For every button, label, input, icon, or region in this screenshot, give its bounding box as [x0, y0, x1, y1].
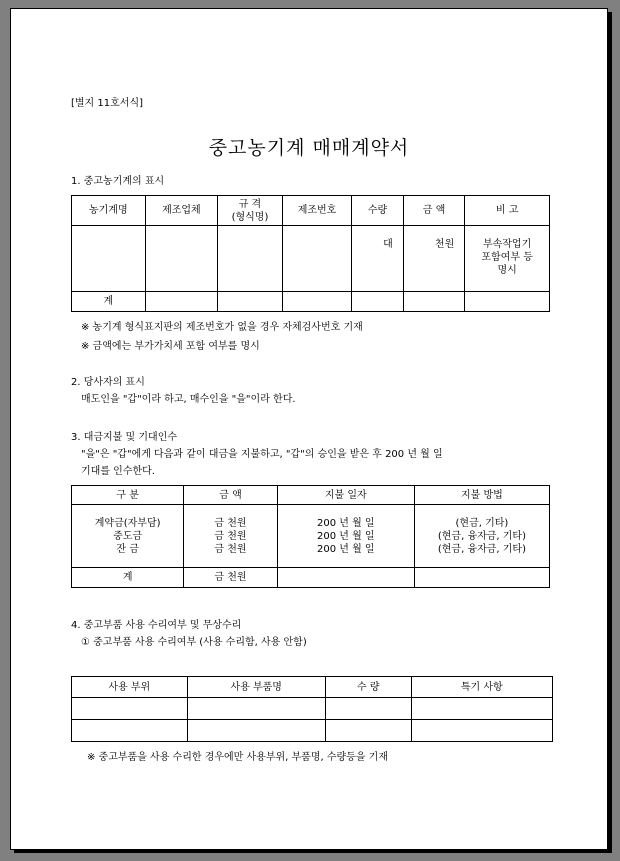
section-4-subheading: ① 중고부품 사용 수리여부 (사용 수리함, 사용 안함): [81, 637, 307, 648]
table-cell: [325, 698, 411, 720]
note-1: ※ 농기계 형식표지판의 제조번호가 없을 경우 자체검사번호 기재: [81, 322, 363, 333]
col-header: 제조업체: [145, 196, 218, 226]
table-cell: [325, 720, 411, 742]
total-label: 계: [72, 292, 146, 312]
payment-dates: 200 년 월 일 200 년 월 일 200 년 월 일: [277, 505, 414, 568]
quantity-unit: 대: [352, 226, 403, 292]
table-cell: [218, 226, 283, 292]
table-row: [72, 505, 550, 568]
col-header: 사용 부품명: [187, 677, 325, 698]
table-cell: [145, 226, 218, 292]
table-cell: [72, 720, 188, 742]
total-row: [72, 568, 550, 588]
col-header: 구 분: [72, 486, 184, 505]
col-header: 제조번호: [282, 196, 352, 226]
note-parts: ※ 중고부품을 사용 수리한 경우에만 사용부위, 부품명, 수량등을 기재: [87, 752, 388, 763]
table-cell: [218, 292, 283, 312]
col-header: 비 고: [465, 196, 550, 226]
table-cell: [187, 720, 325, 742]
col-header: 지불 일자: [277, 486, 414, 505]
payment-types: 계약금(자부담) 중도금 잔 금: [72, 505, 184, 568]
payment-table: [71, 485, 550, 588]
form-number: [별지 11호서식]: [71, 98, 144, 109]
table-cell: [411, 720, 552, 742]
total-row: [72, 292, 550, 312]
col-header: 사용 부위: [72, 677, 188, 698]
section-1-heading: 1. 중고농기계의 표시: [71, 176, 165, 187]
table-cell: [282, 226, 352, 292]
table-cell: [282, 292, 352, 312]
parts-table: [71, 676, 553, 742]
table-header-row: [72, 486, 550, 505]
total-label: 계: [72, 568, 184, 588]
document-page: [10, 8, 608, 850]
payment-methods: (현금, 기타) (현금, 융자금, 기타) (현금, 융자금, 기타): [414, 505, 549, 568]
col-header: 규 격 (형식명): [218, 196, 283, 226]
table-row: [72, 698, 553, 720]
page-shadow-right: [607, 12, 612, 852]
table-header-row: [72, 677, 553, 698]
note-2: ※ 금액에는 부가가치세 포함 여부를 명시: [81, 341, 260, 352]
table-row: [72, 720, 553, 742]
total-amount: 금 천원: [184, 568, 277, 588]
table-row: [72, 226, 550, 292]
table-cell: [352, 292, 403, 312]
page-shadow-bottom: [14, 849, 612, 853]
table-cell: [72, 698, 188, 720]
section-3-heading: 3. 대금지불 및 기대인수: [71, 432, 178, 443]
remarks-note: 부속작업기 포함여부 등 명시: [465, 226, 550, 292]
table-cell: [145, 292, 218, 312]
section-3-body-line-1: "을"은 "갑"에게 다음과 같이 대금을 지불하고, "갑"의 승인을 받은 후 200 년 월 일: [81, 449, 443, 460]
table-cell: [187, 698, 325, 720]
table-cell: [465, 292, 550, 312]
col-header: 특기 사항: [411, 677, 552, 698]
col-header: 금 액: [184, 486, 277, 505]
table-cell: [277, 568, 414, 588]
col-header: 지불 방법: [414, 486, 549, 505]
section-3-body-line-2: 기대를 인수한다.: [81, 466, 155, 477]
section-4-heading: 4. 중고부품 사용 수리여부 및 무상수리: [71, 620, 242, 631]
payment-amounts: 금 천원 금 천원 금 천원: [184, 505, 277, 568]
section-2-body: 매도인을 "갑"이라 하고, 매수인을 "을"이라 한다.: [81, 394, 296, 405]
amount-unit: 천원: [403, 226, 465, 292]
page-title: 중고농기계 매매계약서: [208, 137, 410, 159]
table-cell: [72, 226, 146, 292]
section-2-heading: 2. 당사자의 표시: [71, 377, 145, 388]
table-cell: [403, 292, 465, 312]
col-header: 수 량: [325, 677, 411, 698]
machine-table: [71, 195, 550, 312]
col-header: 금 액: [403, 196, 465, 226]
table-cell: [411, 698, 552, 720]
table-cell: [414, 568, 549, 588]
table-header-row: [72, 196, 550, 226]
col-header: 농기계명: [72, 196, 146, 226]
col-header: 수량: [352, 196, 403, 226]
